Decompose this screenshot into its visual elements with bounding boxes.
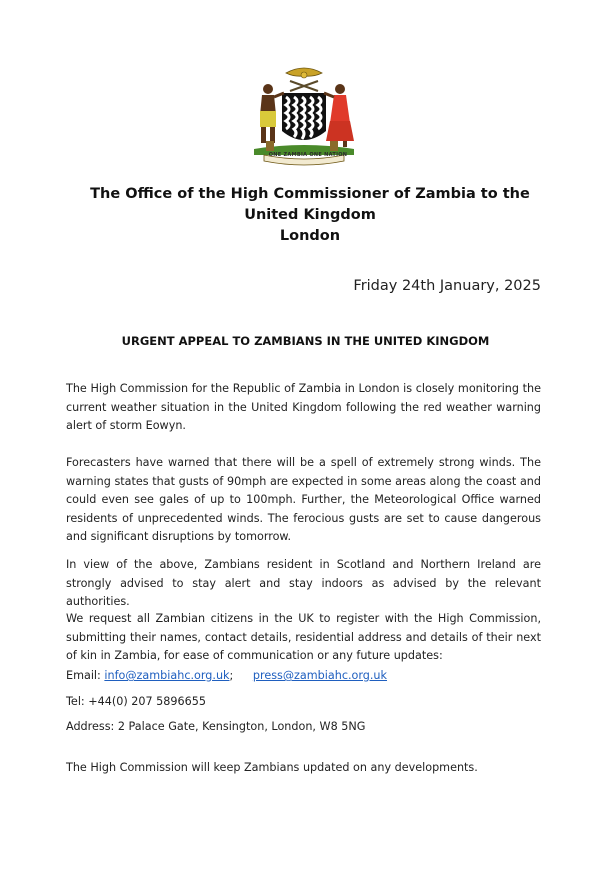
appeal-title: URGENT APPEAL TO ZAMBIANS IN THE UNITED KINGDOM	[121, 334, 490, 348]
office-title-line-3: London	[279, 228, 341, 244]
coat-of-arms-icon	[246, 63, 362, 175]
paragraph-advice: In view of the above, Zambians resident in Scotland and Northern Ireland are strongly advised to stay alert and stay indoors as advised by the relevant authorities.	[66, 558, 541, 609]
office-title-line-1: The Office of the High Commissioner of Zambia to the	[90, 186, 530, 202]
email-link-press[interactable]: press@zambiahc.org.uk	[252, 669, 388, 682]
closing-paragraph: The High Commission will keep Zambians updated on any developments.	[66, 761, 478, 774]
email-line	[66, 667, 541, 685]
coat-of-arms-motto: ONE ZAMBIA ONE NATION	[268, 152, 348, 158]
office-title-line-2: United Kingdom	[244, 207, 376, 223]
email-label: Email:	[66, 669, 101, 682]
paragraph-monitoring: The High Commission for the Republic of Zambia in London is closely monitoring the current weather situation in the United Kingdom following the red weather warning alert of storm Eowyn.	[66, 382, 541, 433]
paragraph-registration: We request all Zambian citizens in the UK to register with the High Commission, submitting their names, contact details, residential address and details of their next of kin in Zambia, for ease of communication or any future updates:	[66, 612, 541, 663]
telephone-line: Tel: +44(0) 207 5896655	[66, 695, 206, 708]
email-separator: ;	[229, 669, 234, 682]
paragraph-forecast: Forecasters have warned that there will be a spell of extremely strong winds. The warning states that gusts of 90mph are expected in some areas along the coast and could even see gales of up to 100mph. Further, the Meteorological Office warned residents of unprecedented winds. The ferocious gusts are set to cause dangerous and significant disruptions by tomorrow.	[66, 456, 541, 544]
email-link-info[interactable]: info@zambiahc.org.uk	[104, 669, 230, 682]
document-date: Friday 24th January, 2025	[353, 278, 541, 294]
address-line: Address: 2 Palace Gate, Kensington, London, W8 5NG	[66, 720, 366, 733]
